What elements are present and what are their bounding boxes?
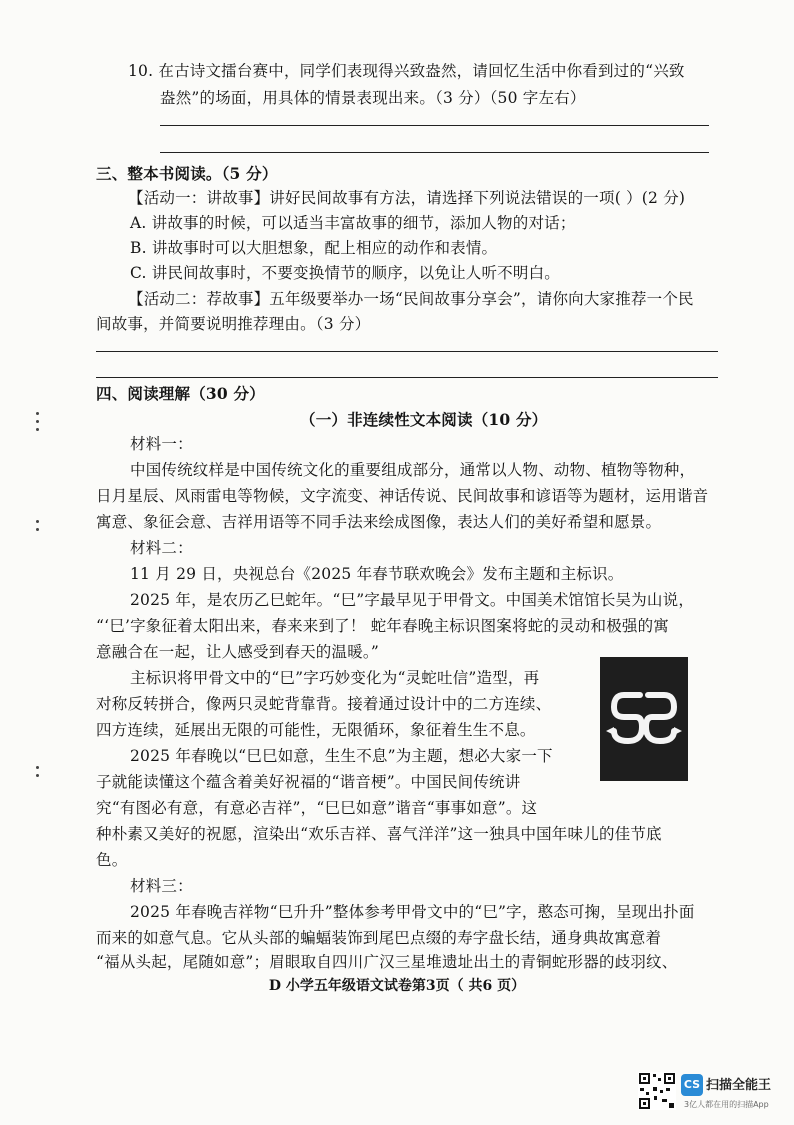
binding-dot [36,766,39,769]
answer-line[interactable] [96,377,718,378]
qr-code-icon [638,1072,676,1110]
material1-line2: 日月星辰、风雨雷电等物候，文字流变、神话传说、民间故事和谚语等为题材，运用谐音 [96,487,709,505]
activity2-line1: 【活动二：荐故事】五年级要举办一场“民间故事分享会”，请你向大家推荐一个民 [128,290,694,308]
material1-label: 材料一： [130,435,193,453]
option-b: B. 讲故事时可以大胆想象，配上相应的动作和表情。 [130,239,498,257]
camscanner-logo-icon: CS [681,1074,703,1096]
material2-line9: 子就能读懂这个蕴含着美好祝福的“谐音梗”。中国民间传统讲 [96,773,521,791]
activity2-line2: 间故事，并简要说明推荐理由。（3 分） [96,315,371,333]
material2-line5: 主标识将甲骨文中的“巳”字巧妙变化为“灵蛇吐信”造型，再 [130,669,540,687]
q10-line2: 盎然”的场面，用具体的情景表现出来。（3 分）（50 字左右） [160,89,586,107]
q10-line1: 10. 在古诗文擂台赛中，同学们表现得兴致盎然，请回忆生活中你看到过的“兴致 [128,62,685,80]
answer-line[interactable] [160,125,709,126]
material3-line2: 而来的如意气息。它从头部的蝙蝠装饰到尾巴点缀的寿字盘长结，通身典故寓意着 [96,929,662,947]
material3-line3: “福从头起，尾随如意”；眉眼取自四川广汉三星堆遗址出土的青铜蛇形器的歧羽纹、 [96,953,678,971]
material2-line2: 2025 年，是农历乙巳蛇年。“巳”字最早见于甲骨文。中国美术馆馆长吴为山说， [130,591,695,609]
answer-line[interactable] [96,351,718,352]
material1-line3: 寓意、象征会意、吉祥用语等不同手法来绘成图像，表达人们的美好希望和愿景。 [96,513,662,531]
binding-dot [36,420,39,423]
gala-logo-image [600,657,688,781]
section3-title: 三、整本书阅读。（5 分） [96,164,278,183]
scanner-app-name: 扫描全能王 [706,1078,772,1093]
material2-line4: 意融合在一起，让人感受到春天的温暖。” [96,643,379,661]
material3-label: 材料三： [130,877,193,895]
section4-title: 四、阅读理解（30 分） [96,384,265,403]
scanner-tagline: 3亿人都在用的扫描App [684,1100,769,1109]
material1-line1: 中国传统纹样是中国传统文化的重要组成部分，通常以人物、动物、植物等物种， [130,461,696,479]
material2-line10: 究“有图必有意，有意必吉祥”，“巳巳如意”谐音“事事如意”。这 [96,799,538,817]
option-a: A. 讲故事的时候，可以适当丰富故事的细节，添加人物的对话； [130,214,576,232]
material2-line3: “‘巳’字象征着太阳出来，春来来到了！ 蛇年春晚主标识图案将蛇的灵动和极强的寓 [96,617,670,635]
material2-line7: 四方连续，延展出无限的可能性，无限循环，象征着生生不息。 [96,721,536,739]
material2-line11: 种朴素又美好的祝愿，渲染出“欢乐吉祥、喜气洋洋”这一独具中国年味儿的佳节底 [96,825,662,843]
snake-logo-icon [600,657,688,781]
answer-line[interactable] [160,152,709,153]
page-footer: D 小学五年级语文试卷第3页（ 共6 页） [268,978,526,994]
binding-dot [36,774,39,777]
option-c: C. 讲民间故事时，不要变换情节的顺序，以免让人听不明白。 [130,264,560,282]
material2-line12: 色。 [96,851,128,869]
binding-dot [36,528,39,531]
material2-line8: 2025 年春晚以“巳巳如意，生生不息”为主题，想必大家一下 [130,747,553,765]
activity1-text: 【活动一：讲故事】讲好民间故事有方法，请选择下列说法错误的一项( ）(2 分) [128,189,686,207]
section4-subtitle: （一）非连续性文本阅读（10 分） [300,410,548,429]
binding-dot [36,520,39,523]
binding-dot [36,412,39,415]
binding-dot [36,428,39,431]
material3-line1: 2025 年春晚吉祥物“巳升升”整体参考甲骨文中的“巳”字，憨态可掬，呈现出扑面 [130,903,695,921]
material2-label: 材料二： [130,539,193,557]
material2-line1: 11 月 29 日，央视总台《2025 年春节联欢晚会》发布主题和主标识。 [130,565,624,583]
material2-line6: 对称反转拼合，像两只灵蛇背靠背。接着通过设计中的二方连续、 [96,695,552,713]
